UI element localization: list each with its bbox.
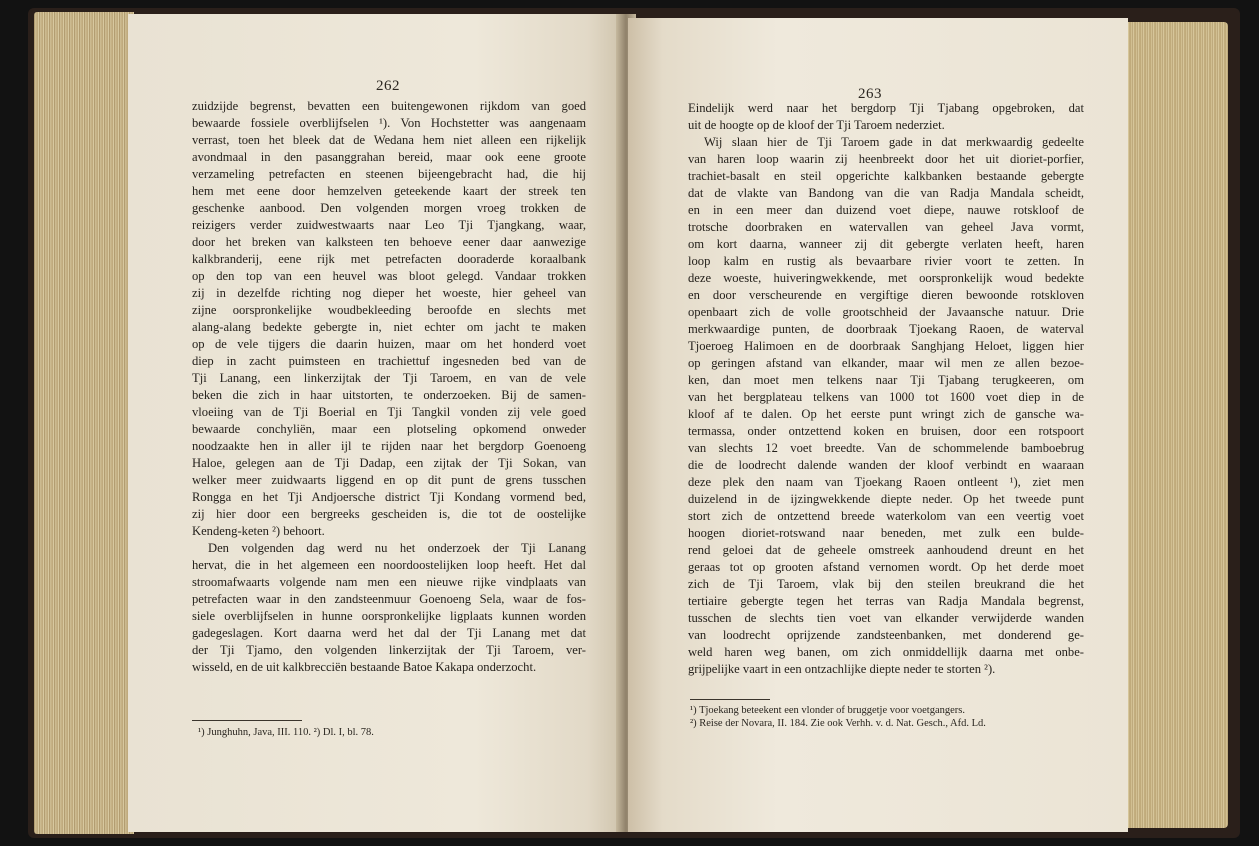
text-line: trachiet-basalt en steil opgerichte kalkbanken bestaande gebergte (688, 169, 1084, 183)
text-line: trotsche doorbraken en watervallen van geheel Java vormt, (688, 220, 1084, 234)
text-line: tertiaire gebergte tegen het terras van Radja Mandala begrenst, (688, 594, 1084, 608)
text-line: merkwaardige punten, de doorbraak Tjoekang Raoen, de waterval (688, 322, 1084, 336)
text-line: kloof af te dalen. Op het eerste punt wringt zich de gansche wa- (688, 407, 1084, 421)
text-line: zuidzijde begrenst, bevatten een buitengewonen rijkdom van goed (192, 99, 586, 113)
text-line: alang-alang bedekte gebergte in, niet echter om jacht te maken (192, 320, 586, 334)
text-line: weld haren weg banen, om zich onmiddellijk daarna met onbe- (688, 645, 1084, 659)
footnote-rule (192, 720, 302, 721)
text-line: op den top van een heuvel was bloot gelegd. Vandaar trokken (192, 269, 586, 283)
text-line: op geringen afstand van elkander, maar wil men ze allen bezoe- (688, 356, 1084, 370)
page-number-left: 262 (376, 78, 400, 94)
text-line: van loodrecht oprijzende zandsteenbanken, met donderend ge- (688, 628, 1084, 642)
text-line: die de loodrecht dalende wanden der kloof verbindt en waaraan (688, 458, 1084, 472)
text-line: verrast, toen het bleek dat de Wedana hem niet alleen een rijkelijk (192, 133, 586, 147)
text-line: van haren loop waarin zij heenbreekt door het uit dioriet-porfier, (688, 152, 1084, 166)
text-line: uit de hoogte op de kloof der Tji Taroem nederziet. (688, 118, 945, 132)
text-line: hervat, die in het algemeen een noordoostelijken loop heeft. Het dal (192, 558, 586, 572)
text-line: hem met eene door hemzelven geteekende kaart der streek ten (192, 184, 586, 198)
text-line: zij in dezelfde richting nog dieper het woeste, hier geheel van (192, 286, 586, 300)
text-line: avondmaal in den pasanggrahan bereid, maar ook eene groote (192, 150, 586, 164)
right-page (628, 18, 1128, 832)
text-line: bewaarde conchyliën, maar een plotseling opkomend onweder (192, 422, 586, 436)
text-line: der Tji Tjamo, den volgenden linkerzijtak der Tji Taroem, ver- (192, 643, 586, 657)
text-line: en door verscheurende en vergiftige dieren bewoonde rotskloven (688, 288, 1084, 302)
text-line: vloeiing van de Tji Boerial en Tji Tangkil vonden zij vele goed (192, 405, 586, 419)
text-line: dat de vlakte van Bandong van die van Radja Mandala scheidt, (688, 186, 1084, 200)
text-line: Haloe, gelegen aan de Tji Dadap, een zijtak der Tji Sokan, van (192, 456, 586, 470)
right-page-body (688, 100, 1084, 678)
left-page (128, 14, 622, 832)
text-line: welker meer zuidwaarts liggend en op dit punt de grens tusschen (192, 473, 586, 487)
text-line: openbaart zich de volle grootschheid der Javaansche natuur. Drie (688, 305, 1084, 319)
text-line: Kendeng-keten ²) behoort. (192, 524, 325, 538)
text-line: op de vele tijgers die daarin huizen, maar om het honderd voet (192, 337, 586, 351)
text-line: Eindelijk werd naar het bergdorp Tji Tjabang opgebroken, dat (688, 101, 1084, 115)
text-line: tusschen de slechts tien voet van elkander verwijderde wanden (688, 611, 1084, 625)
text-line: noodzaakte hen in aller ijl te rijden naar het bergdorp Goenoeng (192, 439, 586, 453)
text-line: loop kalm en rustig als bevaarbare rivier voort te zetten. In (688, 254, 1084, 268)
text-line: verzameling petrefacten en steenen bijeengebracht had, die hij (192, 167, 586, 181)
text-line: grijpelijke vaart in een ontzachlijke diepte neder te storten ²). (688, 662, 996, 676)
text-line: zich de Tji Taroem, vlak bij den steilen breukrand die het (688, 577, 1084, 591)
text-line: door het breken van kalksteen ten behoeve eener daar aanwezige (192, 235, 586, 249)
page-edges-left (34, 12, 134, 834)
footnote: ²) Reise der Novara, II. 184. Zie ook Verhh. v. d. Nat. Gesch., Afd. Ld. (690, 718, 986, 729)
text-line: stort zich de ontzettend breede waterkolom van een veertig voet (688, 509, 1084, 523)
text-line: siele overblijfselen in hunne oorspronkelijke ligplaats kunnen worden (192, 609, 586, 623)
text-line: Tji Lanang, een linkerzijtak der Tji Taroem, en van de vele (192, 371, 586, 385)
text-line: hoogen dioriet-rotswand naar beneden, met zulk een bulde- (688, 526, 1084, 540)
footnote-rule (690, 699, 770, 700)
page-number-right: 263 (858, 86, 882, 102)
left-footnotes (198, 726, 374, 739)
text-line: diep in zacht puimsteen en trachiettuf ingesneden bed van de (192, 354, 586, 368)
text-line: om kort daarna, wanneer zij dit gebergte verlaten heeft, haren (688, 237, 1084, 251)
text-line: duizelend in de ijzingwekkende diepte neder. Op het tweede punt (688, 492, 1084, 506)
text-line: gadegeslagen. Kort daarna werd het dal der Tji Lanang met dat (192, 626, 586, 640)
text-line: geraas tot op grooten afstand vernomen wordt. Op het derde moet (688, 560, 1084, 574)
text-line: stroomafwaarts volgende nam men een nieuwe rijke vindplaats van (192, 575, 586, 589)
left-page-body (192, 98, 586, 676)
text-line: kalkbranderij, eene rijk met petrefacten dooraderde koraalbank (192, 252, 586, 266)
text-line: wisseld, en de uit kalkbrecciën bestaande Batoe Kakapa onderzocht. (192, 660, 537, 674)
text-line: reizigers verder zuidwestwaarts naar Leo Tji Tjangkang, waar, (192, 218, 586, 232)
text-line: deze plek den naam van Tjoekang Raoen ontleent ¹), ziet men (688, 475, 1084, 489)
text-line: zij hier door een bergreeks gescheiden is, die tot de oostelijke (192, 507, 586, 521)
text-line: beken die zich in haar uitstorten, te onderzoeken. Bij de samen- (192, 388, 586, 402)
text-line: Wij slaan hier de Tji Taroem gade in dat merkwaardig gedeelte (704, 135, 1084, 149)
text-line: bewaarde fossiele overblijfselen ¹). Von Hochstetter was aangenaam (192, 116, 586, 130)
text-line: termassa, onder ontzettend koken en bruisen, door een rotspoort (688, 424, 1084, 438)
text-line: rend geloei dat de geheele omstreek aanhoudend dreunt en het (688, 543, 1084, 557)
text-line: geschenke aanbood. Den volgenden morgen vroeg trokken de (192, 201, 586, 215)
right-footnotes (690, 704, 986, 730)
text-line: ken, dan moet men telkens naar Tji Tjabang terugkeeren, om (688, 373, 1084, 387)
text-line: zijne oorspronkelijke woudbekleeding beroofde en slechts met (192, 303, 586, 317)
text-line: van slechts 12 voet breedte. Van de schommelende bamboebrug (688, 441, 1084, 455)
text-line: Rongga en het Tji Andjoersche district Tji Kondang vormend bed, (192, 490, 586, 504)
text-line: petrefacten waar in den zandsteenmuur Goenoeng Sela, waar de fos- (192, 592, 586, 606)
text-line: Tjoeroeg Halimoen en de doorbraak Sanghjang Heloet, liggen hier (688, 339, 1084, 353)
footnote: ¹) Junghuhn, Java, III. 110. ²) Dl. I, bl. 78. (198, 727, 374, 738)
page-edges-right (1128, 22, 1228, 828)
text-line: Den volgenden dag werd nu het onderzoek der Tji Lanang (208, 541, 586, 555)
text-line: en in een meer dan duizend voet diepe, nauwe rotskloof de (688, 203, 1084, 217)
text-line: van het bergplateau telkens van 1000 tot 1600 voet diep in de (688, 390, 1084, 404)
text-line: deze woeste, huiveringwekkende, met oorspronkelijk woud bedekte (688, 271, 1084, 285)
footnote: ¹) Tjoekang beteekent een vlonder of bruggetje voor voetgangers. (690, 705, 965, 716)
